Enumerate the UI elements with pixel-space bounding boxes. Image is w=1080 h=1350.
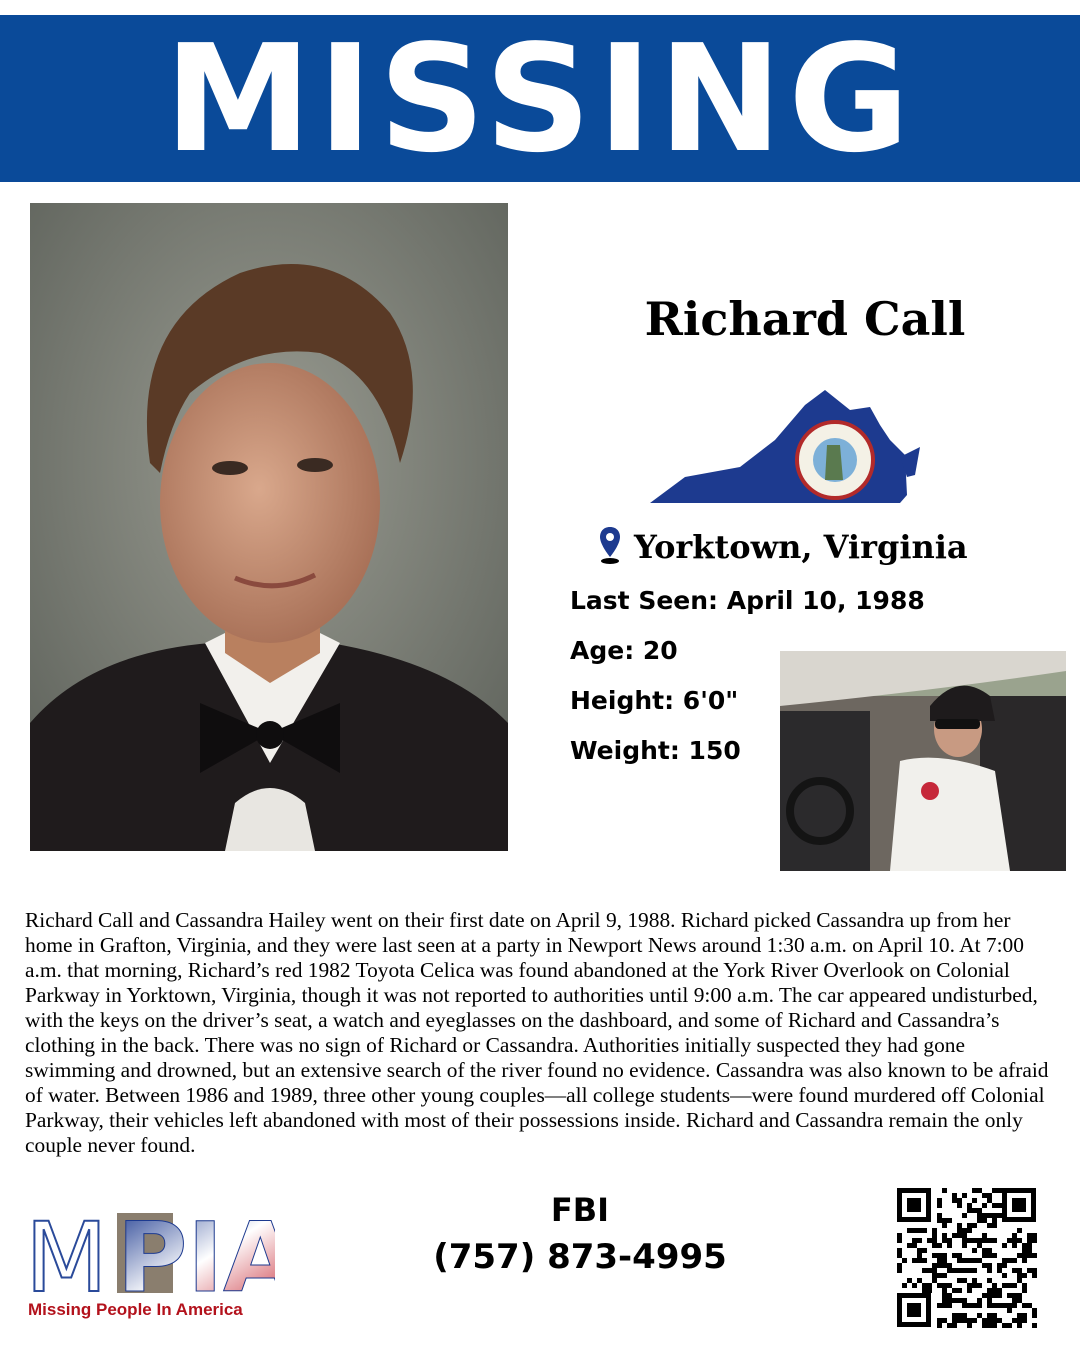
missing-banner	[0, 12, 1080, 185]
virginia-flag-map-icon	[645, 385, 930, 510]
fact-age: Age: 20	[570, 636, 678, 665]
portrait-photo	[30, 203, 508, 851]
location-text: Yorktown, Virginia	[634, 528, 968, 566]
qr-code-icon[interactable]	[895, 1186, 1038, 1329]
svg-text:M: M	[25, 1205, 108, 1300]
logo-caption: Missing People In America	[28, 1300, 243, 1319]
location-pin-icon	[598, 525, 622, 569]
location	[598, 525, 968, 569]
case-description: Richard Call and Cassandra Hailey went on their first date on April 9, 1988. Richard picked Cassandra up from her home in Grafton, Virginia, and they were last seen at a party in Newport News around 1:30 a.m. on April 10. At 7:00 a.m. that morning, Richard’s red 1982 Toyota Celica was found abandoned at the York River Overlook on Colonial Parkway in Yorktown, Virginia, though it was not reported to authorities until 9:00 a.m. The car appeared undisturbed, with the keys on the driver’s seat, a watch and eyeglasses on the dashboard, and some of Richard and Cassandra’s clothing in the back. There was no sign of Richard or Cassandra. Authorities initially suspected they had gone swimming and drowned, but an extensive search of the river found no evidence. Cassandra was also known to be afraid of water. Between 1986 and 1989, three other young couples—all college students—were found murdered off Colonial Parkway, their vehicles left abandoned with most of their possessions inside. Richard and Cassandra remain the only couple never found.	[25, 908, 1049, 1157]
banner-title: MISSING	[164, 12, 916, 185]
contact-org: FBI	[550, 1191, 610, 1229]
fact-last-seen: Last Seen: April 10, 1988	[570, 586, 925, 615]
car-photo	[780, 651, 1066, 871]
person-name: Richard Call	[644, 292, 966, 346]
fact-weight: Weight: 150	[570, 736, 741, 765]
fact-height: Height: 6'0"	[570, 686, 739, 715]
contact-phone[interactable]: (757) 873-4995	[433, 1237, 727, 1277]
contact-block	[430, 1188, 730, 1282]
svg-text:PIA: PIA	[117, 1205, 275, 1300]
